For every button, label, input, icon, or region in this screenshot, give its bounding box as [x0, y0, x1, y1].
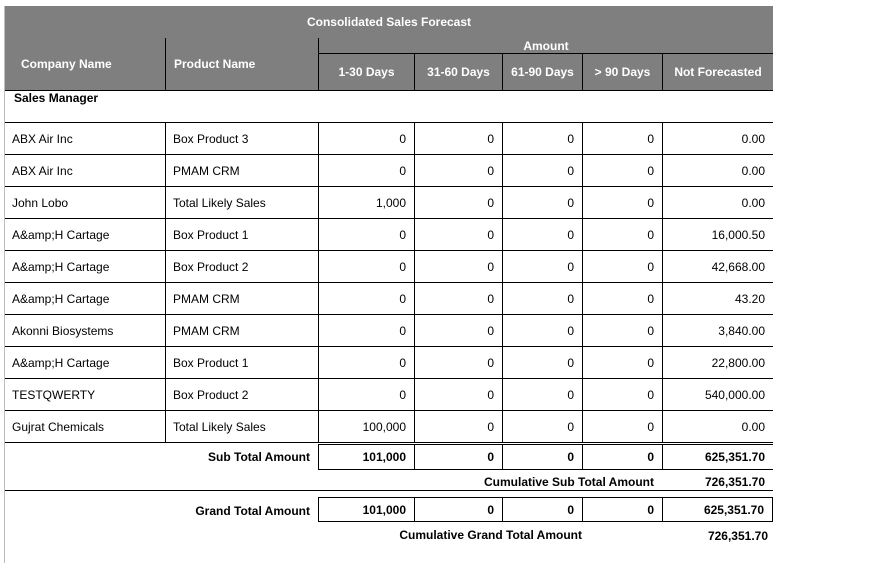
- cell-31-60-days: 0: [414, 219, 502, 251]
- cell-90-plus-days: 0: [582, 379, 662, 411]
- cell-product: Box Product 2: [165, 251, 318, 283]
- grand-total-bottom-rule: [318, 521, 773, 522]
- column-header-1-30-days: 1-30 Days: [318, 53, 414, 90]
- cell-company: TESTQWERTY: [5, 379, 165, 411]
- column-header-31-60-days: 31-60 Days: [414, 53, 502, 90]
- cell-product: Box Product 1: [165, 347, 318, 379]
- grand-total-divider: [5, 490, 773, 491]
- cell-1-30-days: 0: [318, 315, 414, 347]
- column-header-not-forecasted: Not Forecasted: [662, 53, 773, 90]
- cell-90-plus-days: 0: [582, 219, 662, 251]
- cell-product: Total Likely Sales: [165, 187, 318, 219]
- cell-not-forecasted: 43.20: [662, 283, 773, 315]
- cell-31-60-days: 0: [414, 379, 502, 411]
- cumulative-grand-total-label: Cumulative Grand Total Amount: [399, 528, 582, 542]
- cell-31-60-days: 0: [414, 123, 502, 155]
- cell-90-plus-days: 0: [582, 187, 662, 219]
- section-label-sales-manager: Sales Manager: [14, 91, 99, 105]
- sub-total-bottom-rule: [318, 469, 773, 470]
- cell-61-90-days: 0: [502, 379, 582, 411]
- cell-1-30-days: 1,000: [318, 187, 414, 219]
- column-header-company: Company Name: [5, 38, 165, 90]
- cell-90-plus-days: 0: [582, 315, 662, 347]
- table-row: [5, 155, 773, 187]
- cell-90-plus-days: 0: [582, 123, 662, 155]
- cell-1-30-days: 0: [318, 379, 414, 411]
- cell-not-forecasted: 540,000.00: [662, 379, 773, 411]
- cell-31-60-days: 0: [414, 315, 502, 347]
- cell-product: Box Product 3: [165, 123, 318, 155]
- cell-90-plus-days: 0: [582, 411, 662, 443]
- cell-31-60-days: 0: [414, 155, 502, 187]
- cell-company: Akonni Biosystems: [5, 315, 165, 347]
- grand-total-1-30: 101,000: [318, 498, 414, 522]
- grand-total-31-60: 0: [414, 498, 502, 522]
- cell-1-30-days: 0: [318, 155, 414, 187]
- cell-company: A&amp;H Cartage: [5, 283, 165, 315]
- column-header-90-plus-days: > 90 Days: [582, 53, 662, 90]
- column-header-product: Product Name: [165, 38, 318, 90]
- cell-not-forecasted: 0.00: [662, 187, 773, 219]
- table-row: [5, 347, 773, 379]
- cumulative-grand-total-value: 726,351.70: [707, 529, 768, 543]
- cell-company: John Lobo: [5, 187, 165, 219]
- column-group-amount: Amount: [318, 38, 773, 53]
- cell-1-30-days: 100,000: [318, 411, 414, 443]
- cell-61-90-days: 0: [502, 251, 582, 283]
- cell-company: A&amp;H Cartage: [5, 347, 165, 379]
- cell-product: PMAM CRM: [165, 315, 318, 347]
- sub-total-1-30: 101,000: [318, 445, 414, 469]
- table-row: [5, 379, 773, 411]
- cell-not-forecasted: 0.00: [662, 155, 773, 187]
- cell-61-90-days: 0: [502, 283, 582, 315]
- cell-1-30-days: 0: [318, 123, 414, 155]
- cell-1-30-days: 0: [318, 251, 414, 283]
- cell-90-plus-days: 0: [582, 347, 662, 379]
- cell-61-90-days: 0: [502, 347, 582, 379]
- cell-not-forecasted: 0.00: [662, 123, 773, 155]
- column-header-61-90-days: 61-90 Days: [502, 53, 582, 90]
- cell-product: PMAM CRM: [165, 283, 318, 315]
- cell-90-plus-days: 0: [582, 155, 662, 187]
- cell-61-90-days: 0: [502, 123, 582, 155]
- report-title: Consolidated Sales Forecast: [5, 6, 773, 38]
- cell-90-plus-days: 0: [582, 251, 662, 283]
- cell-1-30-days: 0: [318, 283, 414, 315]
- cell-not-forecasted: 22,800.00: [662, 347, 773, 379]
- cell-61-90-days: 0: [502, 315, 582, 347]
- grand-total-label: Grand Total Amount: [195, 504, 310, 518]
- cell-not-forecasted: 16,000.50: [662, 219, 773, 251]
- cell-not-forecasted: 42,668.00: [662, 251, 773, 283]
- sub-total-31-60: 0: [414, 445, 502, 469]
- sub-total-label: Sub Total Amount: [208, 450, 310, 464]
- cell-company: A&amp;H Cartage: [5, 219, 165, 251]
- cell-31-60-days: 0: [414, 187, 502, 219]
- sub-total-61-90: 0: [502, 445, 582, 469]
- cell-not-forecasted: 0.00: [662, 411, 773, 443]
- table-row: [5, 123, 773, 155]
- cumulative-sub-total-label: Cumulative Sub Total Amount: [484, 475, 654, 489]
- grand-total-90-plus: 0: [582, 498, 662, 522]
- cell-product: Box Product 1: [165, 219, 318, 251]
- cell-not-forecasted: 3,840.00: [662, 315, 773, 347]
- table-row: [5, 251, 773, 283]
- sub-total-not-forecasted: 625,351.70: [662, 445, 773, 469]
- cell-company: ABX Air Inc: [5, 123, 165, 155]
- cell-1-30-days: 0: [318, 219, 414, 251]
- cell-31-60-days: 0: [414, 283, 502, 315]
- cell-company: A&amp;H Cartage: [5, 251, 165, 283]
- cell-90-plus-days: 0: [582, 283, 662, 315]
- table-row: [5, 187, 773, 219]
- cell-61-90-days: 0: [502, 411, 582, 443]
- grand-total-not-forecasted: 625,351.70: [662, 498, 773, 522]
- cumulative-sub-total-value: 726,351.70: [704, 475, 765, 489]
- sub-total-90-plus: 0: [582, 445, 662, 469]
- grand-total-61-90: 0: [502, 498, 582, 522]
- cell-product: Total Likely Sales: [165, 411, 318, 443]
- cell-31-60-days: 0: [414, 347, 502, 379]
- table-row: [5, 283, 773, 315]
- table-row: [5, 411, 773, 443]
- cell-company: Gujrat Chemicals: [5, 411, 165, 443]
- cell-61-90-days: 0: [502, 187, 582, 219]
- cell-1-30-days: 0: [318, 347, 414, 379]
- cell-product: Box Product 2: [165, 379, 318, 411]
- cell-product: PMAM CRM: [165, 155, 318, 187]
- table-row: [5, 315, 773, 347]
- cell-company: ABX Air Inc: [5, 155, 165, 187]
- cell-31-60-days: 0: [414, 411, 502, 443]
- header-bottom-rule: [5, 90, 773, 91]
- table-row: [5, 219, 773, 251]
- cell-31-60-days: 0: [414, 251, 502, 283]
- cell-61-90-days: 0: [502, 155, 582, 187]
- cell-61-90-days: 0: [502, 219, 582, 251]
